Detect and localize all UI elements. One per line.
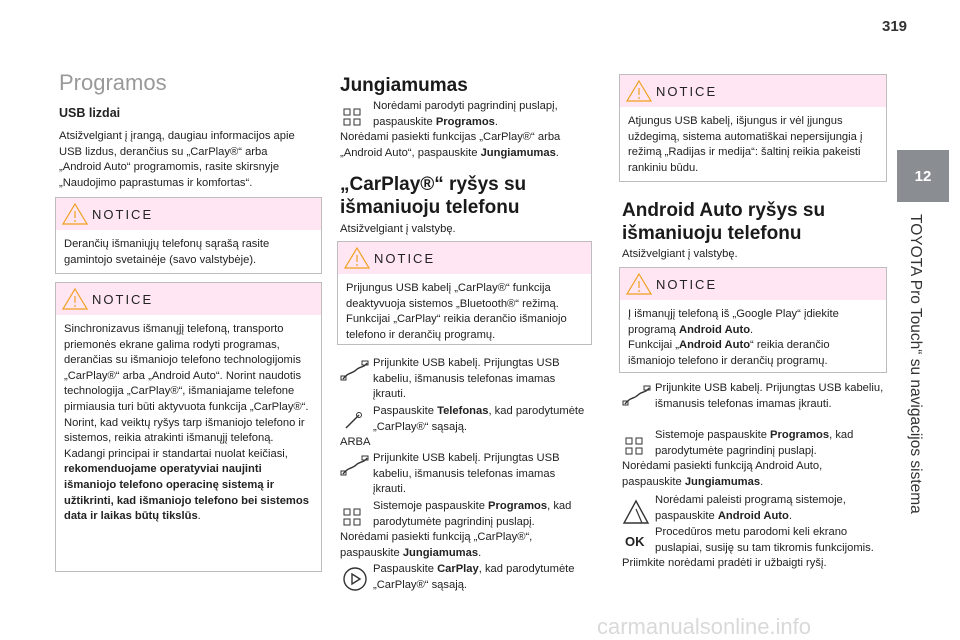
notice-label: NOTICE: [374, 251, 436, 266]
step-text: Prijunkite USB kabelį. Prijungtas USB kabeliu, išmanusis telefonas imamas įkrauti.: [373, 452, 560, 496]
step-text: , kad parodytumėte „CarPlay®“ sąsają.: [373, 563, 575, 591]
arba-text: ARBA: [340, 436, 371, 449]
notice-bold: Android Auto: [679, 323, 751, 336]
step-usb: [340, 451, 590, 498]
apps-grid-icon: [342, 507, 362, 527]
notice-label: NOTICE: [656, 84, 718, 99]
notice-label: NOTICE: [656, 277, 718, 292]
step-text: Norėdami pasiekti funkcijas „CarPlay®“ arba „Android Auto“, paspauskite: [340, 131, 561, 159]
android-intro: Atsižvelgiant į valstybę.: [622, 248, 738, 260]
notice-box: [55, 282, 322, 572]
tap-finger-icon: [342, 410, 364, 432]
step-carplay: [340, 562, 590, 593]
warning-icon: [62, 203, 88, 225]
notice-label: NOTICE: [92, 292, 154, 307]
step-end: .: [494, 115, 498, 128]
step-text: Norėdami paleisti programą sistemoje, paspauskite: [655, 494, 846, 522]
step-text: Norėdami pasiekti funkciją „CarPlay®“, paspauskite: [340, 531, 533, 559]
step-bold: Programos: [488, 500, 548, 512]
step-text: Norėdami pasiekti funkciją Android Auto, paspauskite: [622, 460, 823, 488]
chapter-title: TOYOTA Pro Touch“ su navigacijos sistema: [907, 214, 924, 514]
carplay-icon: [342, 566, 368, 592]
apps-grid-icon: [342, 107, 362, 127]
warning-icon: [344, 247, 370, 269]
chapter-tab[interactable]: 12: [897, 150, 949, 202]
watermark: carmanualsonline.info: [597, 614, 812, 639]
notice-box: [337, 241, 592, 345]
step-ok: [622, 525, 884, 572]
step-text: , kad parodytumėte pagrindinį puslapį.: [655, 429, 854, 457]
step-text: Prijunkite USB kabelį. Prijungtas USB kabeliu, išmanusis telefonas imamas įkrauti.: [655, 382, 884, 410]
notice-end: .: [197, 510, 201, 523]
usb-cable-icon: [622, 385, 652, 407]
notice-text: Derančių išmaniųjų telefonų sąrašą rasite gamintojo svetainėje (savo valstybėje).: [64, 238, 270, 266]
carplay-title: „CarPlay®“ ryšys su išmaniuoju telefonu: [340, 174, 527, 218]
notice-text: Prijungus USB kabelį „CarPlay®“ funkcija deaktyvuoja sistemos „Bluetooth®“ režimą. Funkcijai „CarPlay“ reikia derančio išmaniojo telefono ir derančių programų.: [346, 282, 567, 341]
usb-cable-icon: [340, 360, 370, 382]
notice-bold: rekomenduojame operatyviai naujinti išmaniojo telefono operacinę sistemą ir užtikrinti, kad išmaniojo telefono bei sistemos data ir laikas būtų tikslūs: [64, 463, 309, 523]
page-number: 319: [882, 18, 908, 35]
notice-box: NOTICE Į išmanųjį telefoną iš „Google Play“ įdiekite programą Android Auto. Funkcijai „Android Auto“ reikia derančio išmaniojo telefono ir derančių programų.: [619, 267, 887, 373]
step-bold: Telefonas: [437, 405, 489, 417]
notice-text: Funkcijai „: [628, 339, 679, 352]
notice-text: Į išmanųjį telefoną iš „Google Play“ įdiekite programą: [628, 308, 839, 336]
step-text: Sistemoje paspauskite: [373, 500, 485, 512]
notice-bold: Android Auto: [678, 339, 751, 352]
step-text: Sistemoje paspauskite: [655, 429, 767, 441]
step-text: Norėdami parodyti pagrindinį puslapį, paspauskite: [373, 100, 558, 128]
step-text: Priimkite norėdami pradėti ir užbaigti ryšį.: [622, 557, 827, 570]
apps-grid-icon: [624, 436, 644, 456]
usb-text: Atsižvelgiant į įrangą, daugiau informacijos apie USB lizdus, derančius su „CarPlay®“ arba „Android Auto“ programomis, rasite skirsnyje „Naudojimo paprastumas ir komfortas“.: [59, 130, 295, 189]
step-android-auto: Norėdami paleisti programą sistemoje, paspauskite Android Auto.: [622, 493, 884, 524]
step-text: , kad parodytumėte „CarPlay®“ sąsają.: [373, 405, 585, 433]
notice-text: Atjungus USB kabelį, išjungus ir vėl įjungus uždegimą, sistema automatiškai nepersijungia į režimą „Radijas ir medija“: šaltinį reikia pakeisti rankiniu būdu.: [628, 115, 863, 174]
carplay-intro: Atsižvelgiant į valstybę.: [340, 223, 456, 235]
step-bold: Android Auto: [717, 509, 789, 522]
ok-icon: OK: [625, 534, 645, 549]
step-text: Prijunkite USB kabelį. Prijungtas USB kabeliu, išmanusis telefonas imamas įkrauti.: [373, 357, 560, 401]
warning-icon: [626, 80, 652, 102]
step-usb: [340, 356, 590, 403]
step-text: Paspauskite: [373, 405, 434, 417]
step-bold: Jungiamumas: [402, 546, 479, 559]
step-programos: Sistemoje paspauskite Programos, kad parodytumėte pagrindinį puslapį. Norėdami pasiekti funkciją Android Auto, paspauskite Jungiamumas.: [622, 429, 854, 488]
step-bold: Programos: [435, 115, 495, 128]
step-bold: Jungiamumas: [684, 475, 761, 488]
step-bold: Jungiamumas: [480, 146, 556, 159]
step-apps: Norėdami parodyti pagrindinį puslapį, paspauskite Programos. Norėdami pasiekti funkcijas „CarPlay®“ arba „Android Auto“, paspauskite Jungiamumas.: [340, 100, 561, 159]
step-telefonas: [340, 404, 590, 451]
android-title: Android Auto ryšys su išmaniuoju telefonu: [622, 200, 826, 244]
step-text: , kad parodytumėte pagrindinį puslapį.: [373, 500, 572, 528]
notice-text: “ reikia derančio išmaniojo telefono ir derančių programų.: [628, 339, 830, 367]
notice-text: Sinchronizavus išmanųjį telefoną, transporto priemonės ekrane galima rodyti programas, derančias su išmaniojo telefono technologijomis „CarPlay®“ arba „Android Auto“. Norint naudotis technologija „CarPlay®“, išmaniajame telefone pirmiausia turi būti aktyvuota funkcija „CarPlay®“. Norint, kad veiktų ryšys tarp išmaniojo telefono ir sistemos, reikia atrakinti išmanųjį telefoną.: [64, 323, 309, 445]
notice-label: NOTICE: [92, 207, 154, 222]
step-text: Paspauskite: [373, 563, 434, 575]
step-bold: CarPlay: [437, 563, 479, 575]
step-text: Procedūros metu parodomi keli ekrano puslapiai, susiję su tam tikromis funkcijomis.: [655, 526, 874, 554]
android-auto-icon: [622, 499, 650, 525]
step-programos: Sistemoje paspauskite Programos, kad parodytumėte pagrindinį puslapį. Norėdami pasiekti funkciją „CarPlay®“, paspauskite Jungiamumas.: [340, 500, 572, 559]
usb-heading: USB lizdai: [59, 106, 121, 120]
notice-box: [55, 197, 322, 274]
step-bold: Programos: [770, 429, 830, 441]
notice-text-2: Kadangi principai ir standartai nuolat keičiasi,: [64, 447, 288, 460]
usb-cable-icon: [340, 455, 370, 477]
step-usb: [622, 381, 884, 412]
notice-box: [619, 74, 887, 182]
warning-icon: [62, 288, 88, 310]
section-title: Jungiamumas: [340, 75, 468, 96]
section-title: Programos: [59, 70, 167, 95]
warning-icon: [626, 273, 652, 295]
